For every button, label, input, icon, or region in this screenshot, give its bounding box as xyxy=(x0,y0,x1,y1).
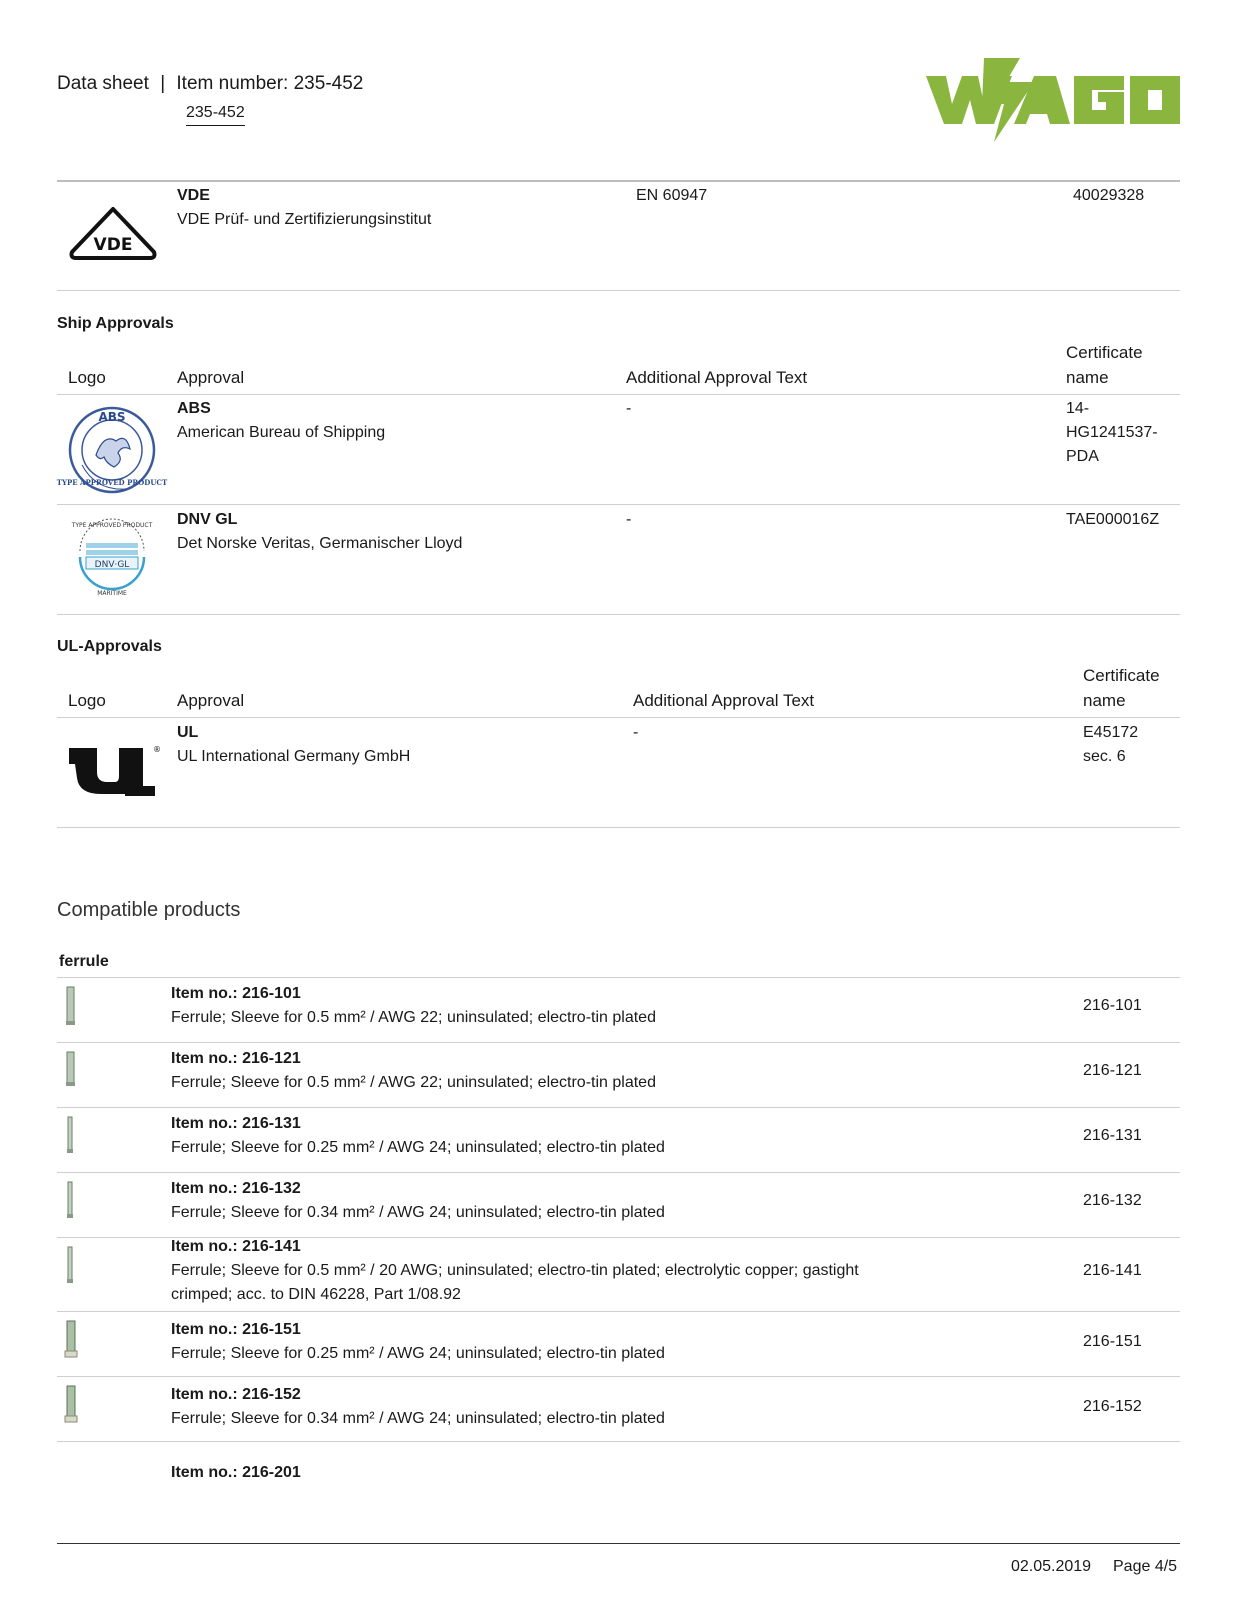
item-number[interactable]: Item no.: 216-132 xyxy=(171,1180,301,1197)
item-desc: Ferrule; Sleeve for 0.25 mm² / AWG 24; uninsulated; electro-tin plated xyxy=(171,1139,665,1156)
wago-logo xyxy=(922,58,1180,142)
certificate-name: 14- xyxy=(1066,400,1090,417)
approval-desc: Det Norske Veritas, Germanischer Lloyd xyxy=(177,535,463,552)
compatible-products-title: Compatible products xyxy=(57,899,241,921)
approval-name: VDE xyxy=(177,187,210,204)
ferrule-image xyxy=(62,1384,80,1426)
item-code[interactable]: 216-121 xyxy=(1083,1062,1142,1079)
footer-divider xyxy=(57,1543,1180,1544)
divider xyxy=(57,1441,1180,1442)
divider xyxy=(57,1311,1180,1312)
item-desc: Ferrule; Sleeve for 0.5 mm² / AWG 22; uninsulated; electro-tin plated xyxy=(171,1009,656,1026)
vde-logo-icon xyxy=(68,206,158,262)
divider xyxy=(57,977,1180,978)
ferrule-image xyxy=(62,985,78,1027)
abs-logo-icon xyxy=(56,405,168,495)
item-code[interactable]: 216-132 xyxy=(1083,1192,1142,1209)
certificate-name: E45172 xyxy=(1083,724,1139,741)
ferrule-image xyxy=(62,1245,78,1287)
certificate-name: TAE000016Z xyxy=(1066,511,1160,528)
svg-text:VDE: VDE xyxy=(93,235,133,255)
col-header-certificate-2: name xyxy=(1083,691,1126,710)
approval-name: DNV GL xyxy=(177,511,238,528)
certificate-name: sec. 6 xyxy=(1083,748,1126,765)
svg-text:ABS: ABS xyxy=(98,410,126,424)
page-header xyxy=(57,71,363,97)
col-header-certificate-2: name xyxy=(1066,368,1109,387)
item-desc: Ferrule; Sleeve for 0.5 mm² / AWG 22; uninsulated; electro-tin plated xyxy=(171,1074,656,1091)
item-number-label: Item number: 235-452 xyxy=(176,73,364,94)
divider xyxy=(57,827,1180,828)
ferrule-image xyxy=(62,1319,80,1361)
category-title: ferrule xyxy=(59,953,109,970)
footer-date: 02.05.2019 xyxy=(1011,1558,1092,1575)
certificate-name: HG1241537- xyxy=(1066,424,1158,441)
ul-logo-icon xyxy=(67,742,159,800)
approval-name: ABS xyxy=(177,400,211,417)
col-header-additional: Additional Approval Text xyxy=(633,691,815,710)
approval-desc: UL International Germany GmbH xyxy=(177,748,411,765)
approval-desc: VDE Prüf- und Zertifizierungsinstitut xyxy=(177,211,432,228)
item-code[interactable]: 216-141 xyxy=(1083,1262,1142,1279)
svg-text:TYPE APPROVED PRODUCT: TYPE APPROVED PRODUCT xyxy=(56,478,168,487)
item-desc: crimped; acc. to DIN 46228, Part 1/08.92 xyxy=(171,1286,461,1303)
svg-text:®: ® xyxy=(153,745,161,754)
certificate-name: 40029328 xyxy=(1073,187,1145,204)
item-desc: Ferrule; Sleeve for 0.5 mm² / 20 AWG; uninsulated; electro-tin plated; electrolytic copper; gastight xyxy=(171,1262,859,1279)
divider xyxy=(57,1172,1180,1173)
item-number[interactable]: Item no.: 216-101 xyxy=(171,985,301,1002)
item-number-link[interactable]: 235-452 xyxy=(186,101,245,126)
item-number[interactable]: Item no.: 216-152 xyxy=(171,1386,301,1403)
item-number[interactable]: Item no.: 216-151 xyxy=(171,1321,301,1338)
col-header-logo: Logo xyxy=(68,368,106,387)
divider xyxy=(57,290,1180,291)
ferrule-image xyxy=(62,1180,78,1222)
divider xyxy=(57,1107,1180,1108)
section-title: Ship Approvals xyxy=(57,315,174,332)
item-number[interactable]: Item no.: 216-141 xyxy=(171,1238,301,1255)
item-number[interactable]: Item no.: 216-121 xyxy=(171,1050,301,1067)
col-header-approval: Approval xyxy=(177,691,245,710)
item-desc: Ferrule; Sleeve for 0.34 mm² / AWG 24; uninsulated; electro-tin plated xyxy=(171,1204,665,1221)
divider xyxy=(57,1042,1180,1043)
abs-logo xyxy=(56,404,168,496)
approval-name: UL xyxy=(177,724,199,741)
divider xyxy=(57,1376,1180,1377)
col-header-additional: Additional Approval Text xyxy=(626,368,808,387)
additional-text: - xyxy=(626,400,632,417)
divider xyxy=(57,504,1180,505)
divider xyxy=(57,614,1180,615)
header-separator: | xyxy=(160,73,166,94)
divider xyxy=(57,180,1180,182)
ferrule-image xyxy=(62,1050,78,1092)
ferrule-image xyxy=(62,1115,78,1157)
section-title: UL-Approvals xyxy=(57,638,162,655)
item-code[interactable]: 216-152 xyxy=(1083,1398,1142,1415)
footer-page: Page 4/5 xyxy=(1113,1558,1178,1575)
additional-text: - xyxy=(626,511,632,528)
dnv-gl-logo-icon xyxy=(66,517,158,597)
divider xyxy=(57,717,1180,718)
item-number[interactable]: Item no.: 216-131 xyxy=(171,1115,301,1132)
col-header-approval: Approval xyxy=(177,368,245,387)
col-header-logo: Logo xyxy=(68,691,106,710)
additional-text: - xyxy=(633,724,639,741)
item-number[interactable]: Item no.: 216-201 xyxy=(171,1464,301,1481)
item-code[interactable]: 216-101 xyxy=(1083,997,1142,1014)
item-desc: Ferrule; Sleeve for 0.25 mm² / AWG 24; uninsulated; electro-tin plated xyxy=(171,1345,665,1362)
svg-text:DNV·GL: DNV·GL xyxy=(94,560,130,570)
vde-logo xyxy=(65,205,161,263)
item-code[interactable]: 216-151 xyxy=(1083,1333,1142,1350)
col-header-certificate: Certificate xyxy=(1083,666,1160,685)
item-code[interactable]: 216-131 xyxy=(1083,1127,1142,1144)
ul-logo xyxy=(66,742,160,800)
svg-text:MARITIME: MARITIME xyxy=(97,590,127,597)
doc-title: Data sheet xyxy=(57,73,149,94)
item-desc: Ferrule; Sleeve for 0.34 mm² / AWG 24; uninsulated; electro-tin plated xyxy=(171,1410,665,1427)
col-header-certificate: Certificate xyxy=(1066,343,1143,362)
additional-text: EN 60947 xyxy=(636,187,708,204)
svg-text:TYPE APPROVED PRODUCT: TYPE APPROVED PRODUCT xyxy=(71,522,153,529)
dnv-gl-logo xyxy=(64,516,160,598)
divider xyxy=(57,394,1180,395)
certificate-name: PDA xyxy=(1066,448,1099,465)
approval-desc: American Bureau of Shipping xyxy=(177,424,386,441)
